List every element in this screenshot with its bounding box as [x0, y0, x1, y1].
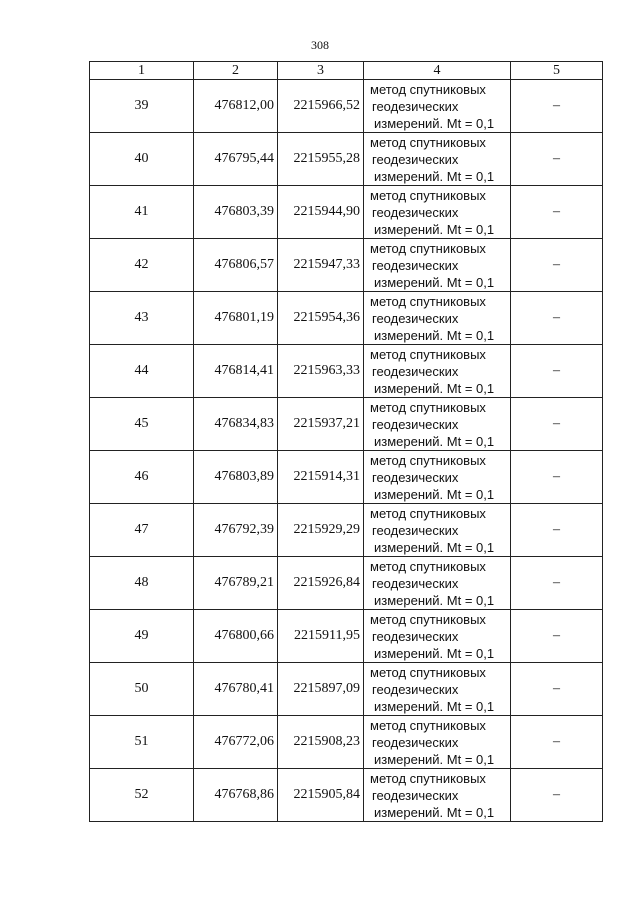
y-coordinate-cell: 2215937,21	[278, 398, 364, 451]
method-line: геодезических	[372, 575, 459, 591]
method-line: измерений. Mt = 0,1	[374, 698, 495, 714]
column-5-cell: –	[511, 345, 603, 398]
method-line: метод спутниковых	[370, 187, 486, 203]
method-line: измерений. Mt = 0,1	[374, 751, 495, 767]
point-number-cell: 49	[90, 610, 194, 663]
point-number-cell: 51	[90, 716, 194, 769]
page-number: 308	[311, 38, 329, 52]
point-number-cell: 50	[90, 663, 194, 716]
y-coordinate-cell: 2215955,28	[278, 133, 364, 186]
point-number-cell: 46	[90, 451, 194, 504]
method-line: измерений. Mt = 0,1	[374, 645, 495, 661]
y-coordinate-cell: 2215911,95	[278, 610, 364, 663]
column-5-cell: –	[511, 133, 603, 186]
y-coordinate-cell: 2215926,84	[278, 557, 364, 610]
method-line: метод спутниковых	[370, 240, 486, 256]
table-row	[90, 451, 603, 504]
method-line: геодезических	[372, 257, 459, 273]
table-row	[90, 345, 603, 398]
method-line: метод спутниковых	[370, 664, 486, 680]
method-line: геодезических	[372, 681, 459, 697]
table-row	[90, 769, 603, 822]
method-cell	[364, 80, 511, 133]
method-line: геодезических	[372, 628, 459, 644]
method-line: метод спутниковых	[370, 505, 486, 521]
method-line: измерений. Mt = 0,1	[374, 433, 495, 449]
column-5-cell: –	[511, 716, 603, 769]
point-number-cell: 41	[90, 186, 194, 239]
header-col-4: 4	[364, 62, 511, 80]
x-coordinate-cell: 476789,21	[194, 557, 278, 610]
method-line: геодезических	[372, 151, 459, 167]
header-col-2: 2	[194, 62, 278, 80]
x-coordinate-cell: 476800,66	[194, 610, 278, 663]
table-row	[90, 663, 603, 716]
y-coordinate-cell: 2215944,90	[278, 186, 364, 239]
method-line: геодезических	[372, 204, 459, 220]
point-number-cell: 43	[90, 292, 194, 345]
point-number-cell: 47	[90, 504, 194, 557]
method-cell	[364, 186, 511, 239]
method-line: геодезических	[372, 416, 459, 432]
method-cell	[364, 557, 511, 610]
method-cell	[364, 451, 511, 504]
x-coordinate-cell: 476806,57	[194, 239, 278, 292]
method-line: метод спутниковых	[370, 134, 486, 150]
point-number-cell: 48	[90, 557, 194, 610]
method-cell	[364, 610, 511, 663]
x-coordinate-cell: 476803,89	[194, 451, 278, 504]
method-cell	[364, 716, 511, 769]
x-coordinate-cell: 476768,86	[194, 769, 278, 822]
method-line: измерений. Mt = 0,1	[374, 274, 495, 290]
table-header	[90, 62, 603, 80]
method-line: измерений. Mt = 0,1	[374, 380, 495, 396]
x-coordinate-cell: 476780,41	[194, 663, 278, 716]
method-line: геодезических	[372, 734, 459, 750]
column-5-cell: –	[511, 398, 603, 451]
table-row	[90, 398, 603, 451]
point-number-cell: 42	[90, 239, 194, 292]
coordinates-table	[89, 61, 603, 822]
method-line: измерений. Mt = 0,1	[374, 539, 495, 555]
method-line: метод спутниковых	[370, 611, 486, 627]
y-coordinate-cell: 2215897,09	[278, 663, 364, 716]
header-col-3: 3	[278, 62, 364, 80]
method-line: метод спутниковых	[370, 558, 486, 574]
column-5-cell: –	[511, 504, 603, 557]
method-cell	[364, 345, 511, 398]
method-line: метод спутниковых	[370, 346, 486, 362]
column-5-cell: –	[511, 557, 603, 610]
y-coordinate-cell: 2215914,31	[278, 451, 364, 504]
header-row	[90, 62, 603, 80]
method-line: геодезических	[372, 522, 459, 538]
method-cell	[364, 398, 511, 451]
method-cell	[364, 239, 511, 292]
method-line: метод спутниковых	[370, 81, 486, 97]
x-coordinate-cell: 476814,41	[194, 345, 278, 398]
y-coordinate-cell: 2215954,36	[278, 292, 364, 345]
x-coordinate-cell: 476834,83	[194, 398, 278, 451]
point-number-cell: 44	[90, 345, 194, 398]
column-5-cell: –	[511, 239, 603, 292]
x-coordinate-cell: 476801,19	[194, 292, 278, 345]
column-5-cell: –	[511, 80, 603, 133]
column-5-cell: –	[511, 769, 603, 822]
method-line: измерений. Mt = 0,1	[374, 804, 495, 820]
x-coordinate-cell: 476795,44	[194, 133, 278, 186]
table-row	[90, 292, 603, 345]
method-line: метод спутниковых	[370, 293, 486, 309]
header-col-5: 5	[511, 62, 603, 80]
method-line: измерений. Mt = 0,1	[374, 115, 495, 131]
method-cell	[364, 504, 511, 557]
method-line: метод спутниковых	[370, 717, 486, 733]
table-row	[90, 716, 603, 769]
x-coordinate-cell: 476812,00	[194, 80, 278, 133]
method-cell	[364, 292, 511, 345]
column-5-cell: –	[511, 292, 603, 345]
method-line: геодезических	[372, 363, 459, 379]
header-col-1: 1	[90, 62, 194, 80]
table-row	[90, 186, 603, 239]
method-line: измерений. Mt = 0,1	[374, 168, 495, 184]
method-line: геодезических	[372, 98, 459, 114]
y-coordinate-cell: 2215905,84	[278, 769, 364, 822]
table-row	[90, 133, 603, 186]
method-line: геодезических	[372, 787, 459, 803]
method-line: измерений. Mt = 0,1	[374, 486, 495, 502]
method-cell	[364, 133, 511, 186]
point-number-cell: 39	[90, 80, 194, 133]
y-coordinate-cell: 2215966,52	[278, 80, 364, 133]
method-line: геодезических	[372, 469, 459, 485]
method-cell	[364, 769, 511, 822]
table-row	[90, 610, 603, 663]
column-5-cell: –	[511, 186, 603, 239]
y-coordinate-cell: 2215908,23	[278, 716, 364, 769]
x-coordinate-cell: 476803,39	[194, 186, 278, 239]
table-row	[90, 504, 603, 557]
method-cell	[364, 663, 511, 716]
point-number-cell: 52	[90, 769, 194, 822]
table-row	[90, 239, 603, 292]
method-line: метод спутниковых	[370, 399, 486, 415]
y-coordinate-cell: 2215947,33	[278, 239, 364, 292]
column-5-cell: –	[511, 610, 603, 663]
method-line: метод спутниковых	[370, 452, 486, 468]
table-row	[90, 80, 603, 133]
column-5-cell: –	[511, 663, 603, 716]
method-line: измерений. Mt = 0,1	[374, 221, 495, 237]
method-line: метод спутниковых	[370, 770, 486, 786]
x-coordinate-cell: 476772,06	[194, 716, 278, 769]
method-line: геодезических	[372, 310, 459, 326]
table-body	[90, 80, 603, 822]
y-coordinate-cell: 2215963,33	[278, 345, 364, 398]
method-line: измерений. Mt = 0,1	[374, 327, 495, 343]
y-coordinate-cell: 2215929,29	[278, 504, 364, 557]
point-number-cell: 40	[90, 133, 194, 186]
x-coordinate-cell: 476792,39	[194, 504, 278, 557]
table-row	[90, 557, 603, 610]
method-line: измерений. Mt = 0,1	[374, 592, 495, 608]
column-5-cell: –	[511, 451, 603, 504]
point-number-cell: 45	[90, 398, 194, 451]
